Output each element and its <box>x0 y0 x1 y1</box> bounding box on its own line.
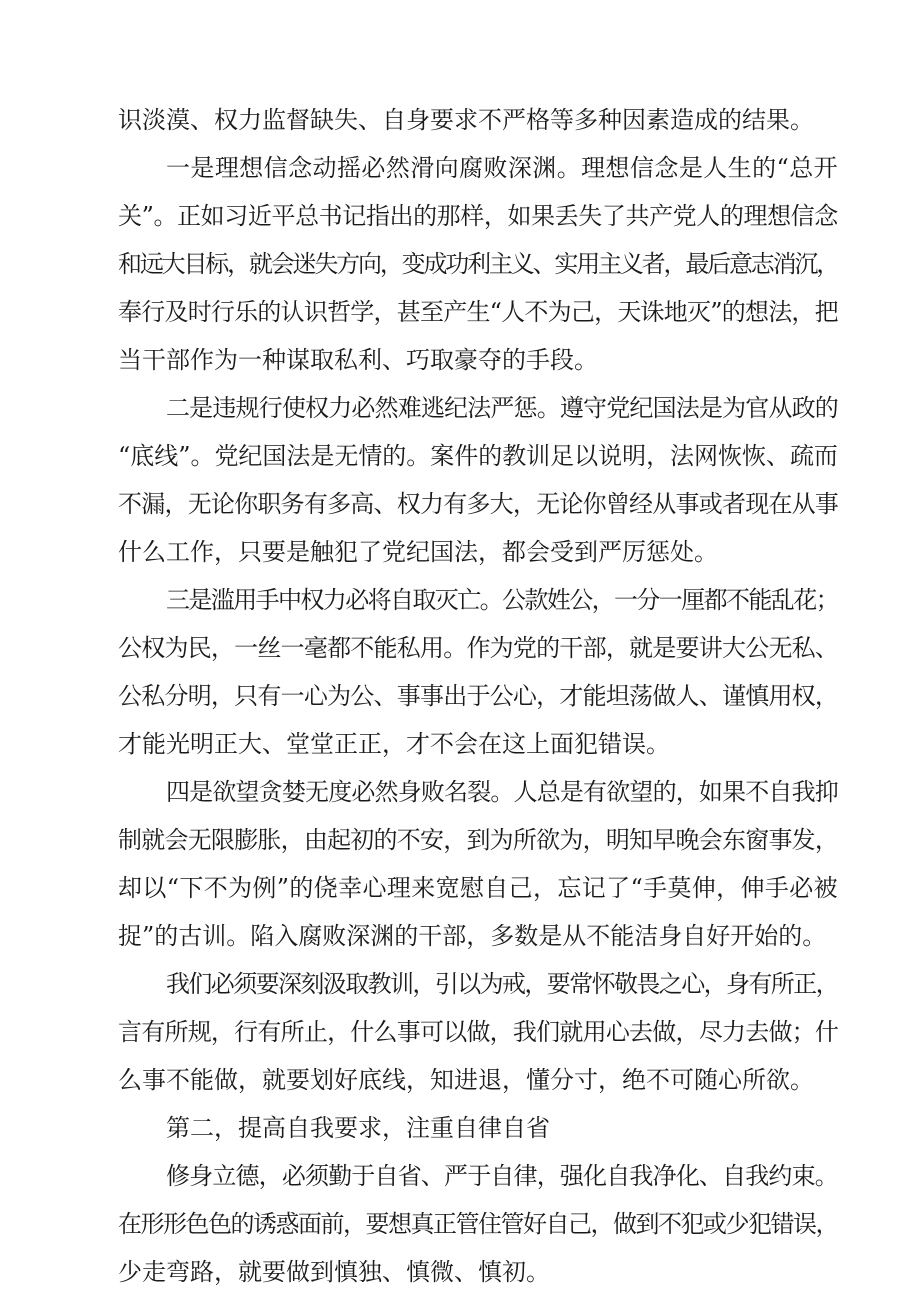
text-line: 奉行及时行乐的认识哲学，甚至产生“人不为己，天诛地灭”的想法，把 <box>118 298 838 326</box>
text-line: 少走弯路，就要做到慎独、慎微、慎初。 <box>118 1258 550 1286</box>
text-line: 当干部作为一种谋取私利、巧取豪夺的手段。 <box>118 346 598 374</box>
text-line: 四是欲望贪婪无度必然身败名裂。人总是有欲望的，如果不自我抑 <box>166 778 838 806</box>
paragraph-point-four <box>118 768 838 960</box>
text-line: 二是违规行使权力必然难逃纪法严惩。遵守党纪国法是为官从政的 <box>166 394 838 422</box>
text-line: 一是理想信念动摇必然滑向腐败深渊。理想信念是人生的“总开 <box>166 154 839 182</box>
text-line: 公私分明，只有一心为公、事事出于公心，才能坦荡做人、谨慎用权， <box>118 682 839 710</box>
text-line: 关”。正如习近平总书记指出的那样，如果丢失了共产党人的理想信念 <box>118 202 838 230</box>
paragraph-point-two <box>118 384 838 576</box>
paragraph-self-discipline <box>118 1152 838 1296</box>
paragraph-intro-tail <box>118 96 838 144</box>
text-line: 第二，提高自我要求，注重自律自省 <box>166 1114 550 1142</box>
text-line: 才能光明正大、堂堂正正，才不会在这上面犯错误。 <box>118 730 670 758</box>
paragraph-heading-second <box>118 1104 838 1152</box>
text-line: 捉”的古训。陷入腐败深渊的干部，多数是从不能洁身自好开始的。 <box>118 922 827 950</box>
paragraph-point-one <box>118 144 838 384</box>
paragraph-lessons <box>118 960 838 1104</box>
text-line: 识淡漠、权力监督缺失、自身要求不严格等多种因素造成的结果。 <box>118 106 814 134</box>
text-line: 什么工作，只要是触犯了党纪国法，都会受到严厉惩处。 <box>118 538 718 566</box>
document-body <box>118 96 838 1296</box>
text-line: “底线”。党纪国法是无情的。案件的教训足以说明，法网恢恢、疏而 <box>118 442 838 470</box>
text-line: 和远大目标，就会迷失方向，变成功利主义、实用主义者，最后意志消沉， <box>118 250 839 278</box>
text-line: 却以“下不为例”的侥幸心理来宽慰自己，忘记了“手莫伸，伸手必被 <box>118 874 838 902</box>
text-line: 我们必须要深刻汲取教训，引以为戒，要常怀敬畏之心，身有所正， <box>166 970 838 998</box>
text-line: 制就会无限膨胀，由起初的不安，到为所欲为，明知早晚会东窗事发， <box>118 826 839 854</box>
text-line: 言有所规，行有所止，什么事可以做，我们就用心去做，尽力去做；什 <box>118 1018 839 1046</box>
paragraph-point-three <box>118 576 838 768</box>
text-line: 修身立德，必须勤于自省、严于自律，强化自我净化、自我约束。 <box>166 1162 838 1190</box>
text-line: 么事不能做，就要划好底线，知进退，懂分寸，绝不可随心所欲。 <box>118 1066 814 1094</box>
text-line: 三是滥用手中权力必将自取灭亡。公款姓公，一分一厘都不能乱花； <box>166 586 838 614</box>
text-line: 不漏，无论你职务有多高、权力有多大，无论你曾经从事或者现在从事 <box>118 490 839 518</box>
text-line: 公权为民，一丝一毫都不能私用。作为党的干部，就是要讲大公无私、 <box>118 634 839 662</box>
text-line: 在形形色色的诱惑面前，要想真正管住管好自己，做到不犯或少犯错误， <box>118 1210 838 1238</box>
